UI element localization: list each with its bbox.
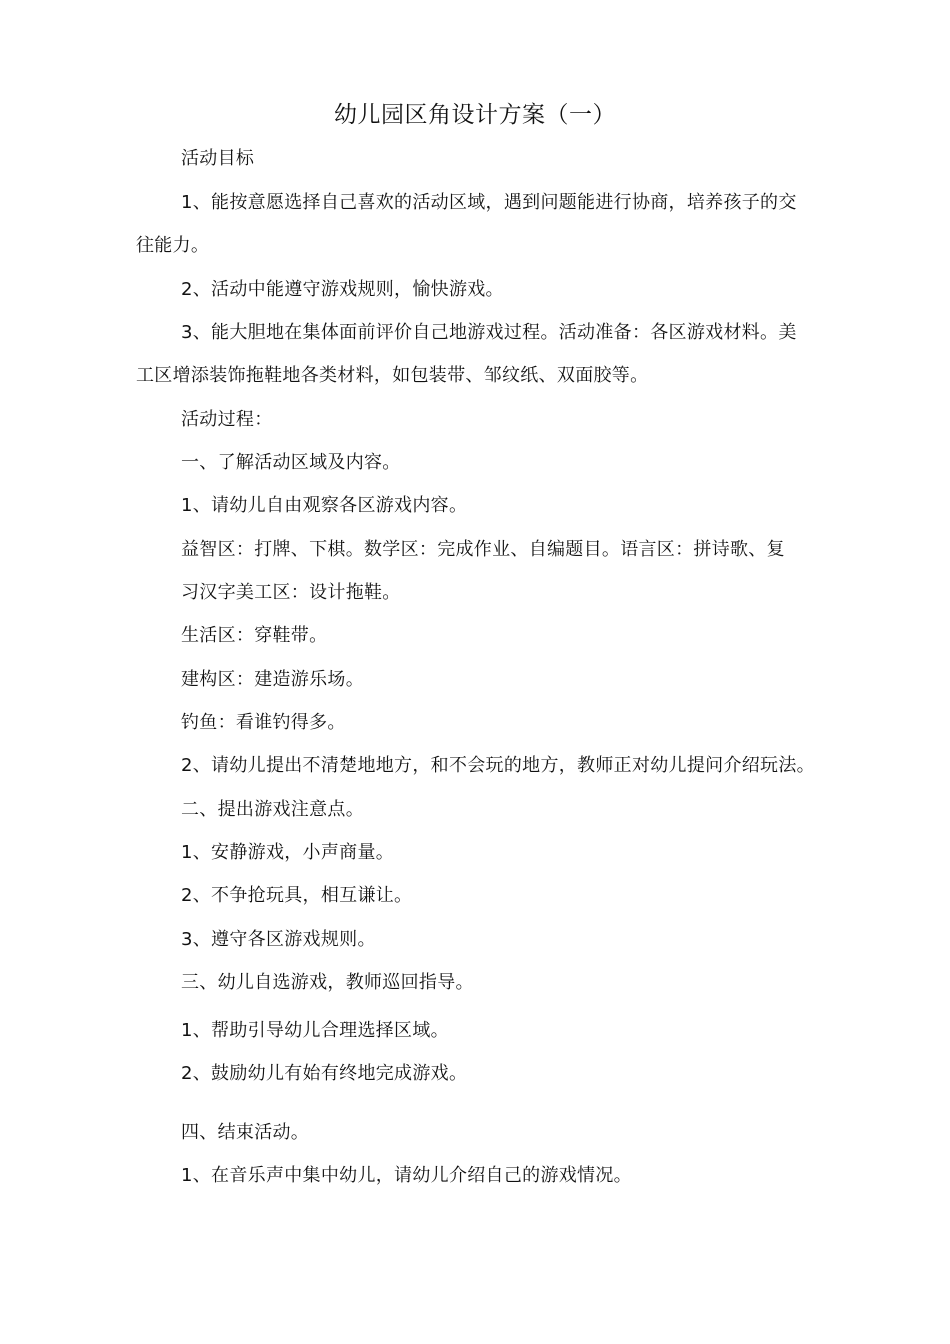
paragraph-line: 益智区：打牌、下棋。数学区：完成作业、自编题目。语言区：拼诗歌、复	[181, 539, 785, 560]
paragraph-line: 2、不争抢玩具，相互谦让。	[181, 885, 413, 906]
paragraph-line: 四、结束活动。	[181, 1122, 310, 1143]
paragraph-line: 活动目标	[181, 148, 255, 169]
paragraph-line: 2、鼓励幼儿有始有终地完成游戏。	[181, 1063, 468, 1084]
paragraph-line: 建构区：建造游乐场。	[181, 669, 364, 690]
paragraph-line: 2、活动中能遵守游戏规则，愉快游戏。	[181, 279, 504, 300]
paragraph-line: 3、遵守各区游戏规则。	[181, 929, 376, 950]
paragraph-line: 习汉字美工区：设计拖鞋。	[181, 582, 401, 603]
paragraph-line: 工区增添装饰拖鞋地各类材料，如包装带、邹纹纸、双面胶等。	[136, 365, 649, 386]
paragraph-line: 1、帮助引导幼儿合理选择区域。	[181, 1020, 449, 1041]
paragraph-line: 三、幼儿自选游戏，教师巡回指导。	[181, 972, 474, 993]
paragraph-line: 生活区：穿鞋带。	[181, 625, 328, 646]
paragraph-line: 1、请幼儿自由观察各区游戏内容。	[181, 495, 468, 516]
paragraph-line: 一、了解活动区域及内容。	[181, 452, 401, 473]
paragraph-line: 钓鱼：看谁钓得多。	[181, 712, 346, 733]
paragraph-line: 往能力。	[136, 235, 210, 256]
paragraph-line: 1、安静游戏，小声商量。	[181, 842, 395, 863]
paragraph-line: 3、能大胆地在集体面前评价自己地游戏过程。活动准备：各区游戏材料。美	[181, 322, 797, 343]
document-title: 幼儿园区角设计方案（一）	[334, 102, 616, 128]
paragraph-line: 2、请幼儿提出不清楚地地方，和不会玩的地方，教师正对幼儿提问介绍玩法。	[181, 755, 815, 776]
paragraph-line: 二、提出游戏注意点。	[181, 799, 364, 820]
paragraph-line: 1、在音乐声中集中幼儿，请幼儿介绍自己的游戏情况。	[181, 1165, 632, 1186]
paragraph-line: 1、能按意愿选择自己喜欢的活动区域，遇到问题能进行协商，培养孩子的交	[181, 192, 797, 213]
paragraph-line: 活动过程：	[181, 409, 273, 430]
